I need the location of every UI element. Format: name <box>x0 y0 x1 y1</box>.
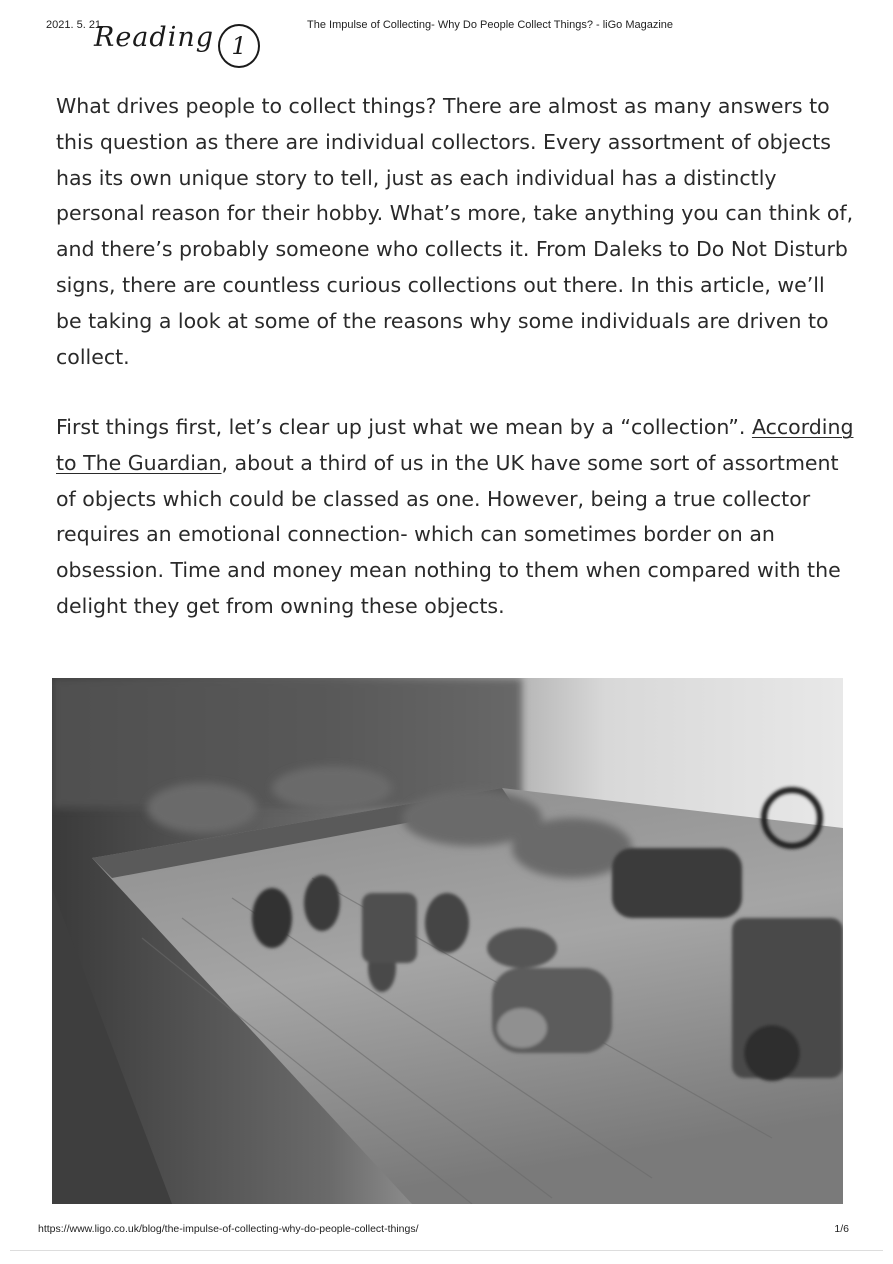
photo-illustration <box>52 678 843 1204</box>
footer-url: https://www.ligo.co.uk/blog/the-impulse-of-collecting-why-do-people-collect-things/ <box>38 1223 419 1235</box>
page-edge-divider <box>10 1250 883 1251</box>
guardian-link[interactable]: According to The Guardian <box>56 415 854 475</box>
article-paragraph-2 <box>56 410 856 625</box>
print-date: 2021. 5. 21. <box>46 19 105 31</box>
article-paragraph-1: What drives people to collect things? There are almost as many answers to this question as there are individual collectors. Every assortment of objects has its own unique story to tell, just as each individual has a distinctly personal reason for their hobby. What’s more, take anything you can think of, and there’s probably someone who collects it. From Daleks to Do Not Disturb signs, there are countless curious collections out there. In this article, we’ll be taking a look at some of the reasons why some individuals are driven to collect. <box>56 94 854 369</box>
paragraph-2-intro: First things first, let’s clear up just what we mean by a “collection”. <box>56 415 752 439</box>
handwritten-annotation: Reading <box>94 22 214 53</box>
article-photo-toy-vehicles <box>52 678 843 1204</box>
paragraph-2-rest: , about a third of us in the UK have some sort of assortment of objects which could be classed as one. However, being a true collector requires an emotional connection- which can sometimes border on an obsession. Time and money mean nothing to them when compared with the delight they get from owning these objects. <box>56 450 841 618</box>
page-title: The Impulse of Collecting- Why Do People Collect Things? - liGo Magazine <box>307 19 674 31</box>
handwritten-circled-number: 1 <box>218 24 260 68</box>
page-number: 1/6 <box>834 1223 849 1235</box>
